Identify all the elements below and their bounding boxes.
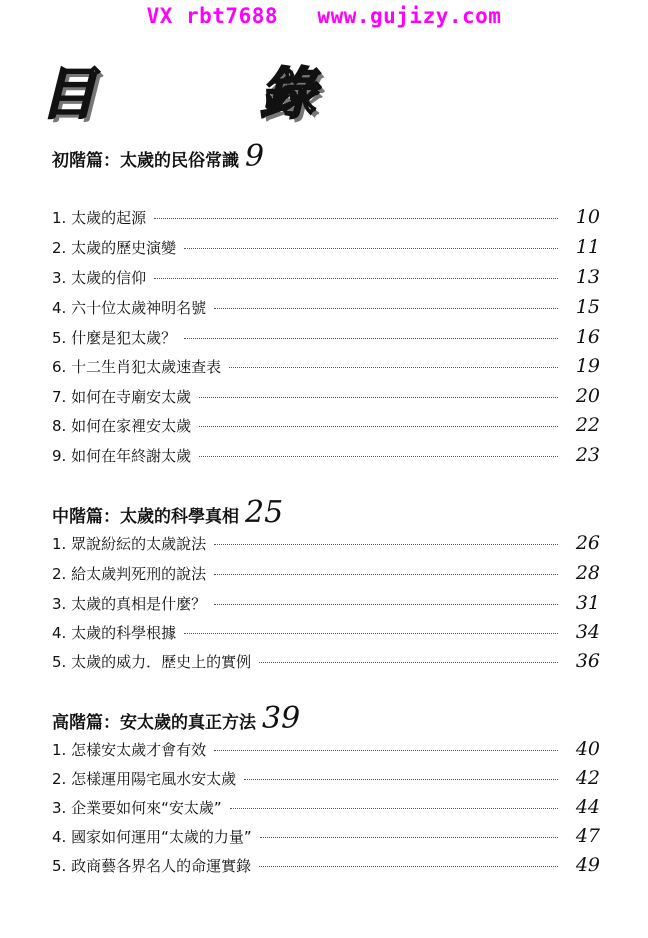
toc-entry[interactable] xyxy=(52,767,600,793)
section-heading xyxy=(52,139,265,182)
section-title: 中階篇：太歲的科學真相 xyxy=(52,507,239,527)
section-title: 初階篇：太歲的民俗常識 xyxy=(52,151,239,171)
toc-entry-label: 6. 十二生肖犯太歲速查表 xyxy=(52,358,222,376)
toc-entry[interactable] xyxy=(52,738,600,764)
toc-entry-page: 10 xyxy=(575,206,600,228)
toc-entry-page: 49 xyxy=(575,854,600,876)
toc-entry-label: 5. 太歲的威力．歷史上的實例 xyxy=(52,653,252,671)
toc-entry-page: 40 xyxy=(575,738,600,760)
toc-entry[interactable] xyxy=(52,236,600,262)
dot-leader xyxy=(259,866,558,867)
toc-entry-page: 22 xyxy=(575,414,600,436)
section-page-number: 25 xyxy=(245,495,284,530)
dot-leader xyxy=(259,662,558,663)
toc-entry-label: 9. 如何在年終謝太歲 xyxy=(52,447,192,465)
toc-entry-page: 19 xyxy=(575,355,600,377)
toc-entry-page: 36 xyxy=(575,650,600,672)
toc-entry[interactable] xyxy=(52,206,600,232)
dot-leader xyxy=(184,338,558,339)
toc-entry-page: 11 xyxy=(575,236,600,258)
dot-leader xyxy=(154,278,558,279)
toc-entry-page: 31 xyxy=(575,592,600,614)
toc-entry[interactable] xyxy=(52,266,600,292)
toc-entry[interactable] xyxy=(52,650,600,676)
toc-entry-page: 34 xyxy=(575,621,600,643)
page-title: 目 錄 xyxy=(40,61,388,127)
toc-entry[interactable] xyxy=(52,592,600,618)
toc-entry-page: 23 xyxy=(575,444,600,466)
toc-entry-label: 5. 什麼是犯太歲？ xyxy=(52,329,177,347)
toc-entry[interactable] xyxy=(52,326,600,352)
toc-entry-page: 44 xyxy=(575,796,600,818)
toc-entry-label: 5. 政商藝各界名人的命運實錄 xyxy=(52,857,252,875)
section-page-number: 39 xyxy=(262,701,301,736)
dot-leader xyxy=(199,397,558,398)
toc-entry-label: 7. 如何在寺廟安太歲 xyxy=(52,388,192,406)
toc-entry[interactable] xyxy=(52,854,600,880)
toc-entry-label: 4. 太歲的科學根據 xyxy=(52,624,177,642)
toc-entry[interactable] xyxy=(52,562,600,588)
toc-entry-page: 20 xyxy=(575,385,600,407)
toc-entry-label: 3. 太歲的信仰 xyxy=(52,269,147,287)
toc-entry-label: 1. 怎樣安太歲才會有效 xyxy=(52,741,207,759)
dot-leader xyxy=(214,544,558,545)
toc-entry[interactable] xyxy=(52,444,600,470)
toc-entry-label: 2. 給太歲判死刑的說法 xyxy=(52,565,207,583)
toc-entry-page: 13 xyxy=(575,266,600,288)
toc-entry-label: 8. 如何在家裡安太歲 xyxy=(52,417,192,435)
toc-entry-page: 28 xyxy=(575,562,600,584)
toc-entry-label: 2. 太歲的歷史演變 xyxy=(52,239,177,257)
dot-leader xyxy=(244,779,558,780)
toc-entry-page: 26 xyxy=(575,532,600,554)
section-page-number: 9 xyxy=(245,139,265,174)
toc-entry-page: 16 xyxy=(575,326,600,348)
toc-entry[interactable] xyxy=(52,385,600,411)
dot-leader xyxy=(214,604,558,605)
toc-entry-page: 47 xyxy=(575,825,600,847)
dot-leader xyxy=(214,750,558,751)
dot-leader xyxy=(260,837,558,838)
toc-entry-page: 15 xyxy=(575,296,600,318)
toc-entry-label: 4. 六十位太歲神明名號 xyxy=(52,299,207,317)
dot-leader xyxy=(199,456,558,457)
section-title: 高階篇：安太歲的真正方法 xyxy=(52,713,256,733)
watermark-text: VX rbt7688 www.gujizy.com xyxy=(146,4,502,28)
toc-entry[interactable] xyxy=(52,355,600,381)
dot-leader xyxy=(199,426,558,427)
dot-leader xyxy=(154,218,558,219)
toc-entry[interactable] xyxy=(52,796,600,822)
toc-entry[interactable] xyxy=(52,414,600,440)
toc-entry-label: 1. 太歲的起源 xyxy=(52,209,147,227)
toc-entry-label: 3. 企業要如何來“安太歲” xyxy=(52,799,222,817)
dot-leader xyxy=(214,308,558,309)
toc-entry[interactable] xyxy=(52,621,600,647)
dot-leader xyxy=(214,574,558,575)
toc-entry[interactable] xyxy=(52,296,600,322)
dot-leader xyxy=(229,367,558,368)
dot-leader xyxy=(184,248,558,249)
dot-leader xyxy=(184,633,558,634)
toc-entry-label: 4. 國家如何運用“太歲的力量” xyxy=(52,828,252,846)
dot-leader xyxy=(230,808,558,809)
toc-entry-label: 2. 怎樣運用陽宅風水安太歲 xyxy=(52,770,237,788)
toc-entry-label: 3. 太歲的真相是什麼？ xyxy=(52,595,207,613)
toc-entry-label: 1. 眾說紛紜的太歲說法 xyxy=(52,535,207,553)
toc-entry[interactable] xyxy=(52,825,600,851)
toc-entry-page: 42 xyxy=(575,767,600,789)
toc-entry[interactable] xyxy=(52,532,600,558)
